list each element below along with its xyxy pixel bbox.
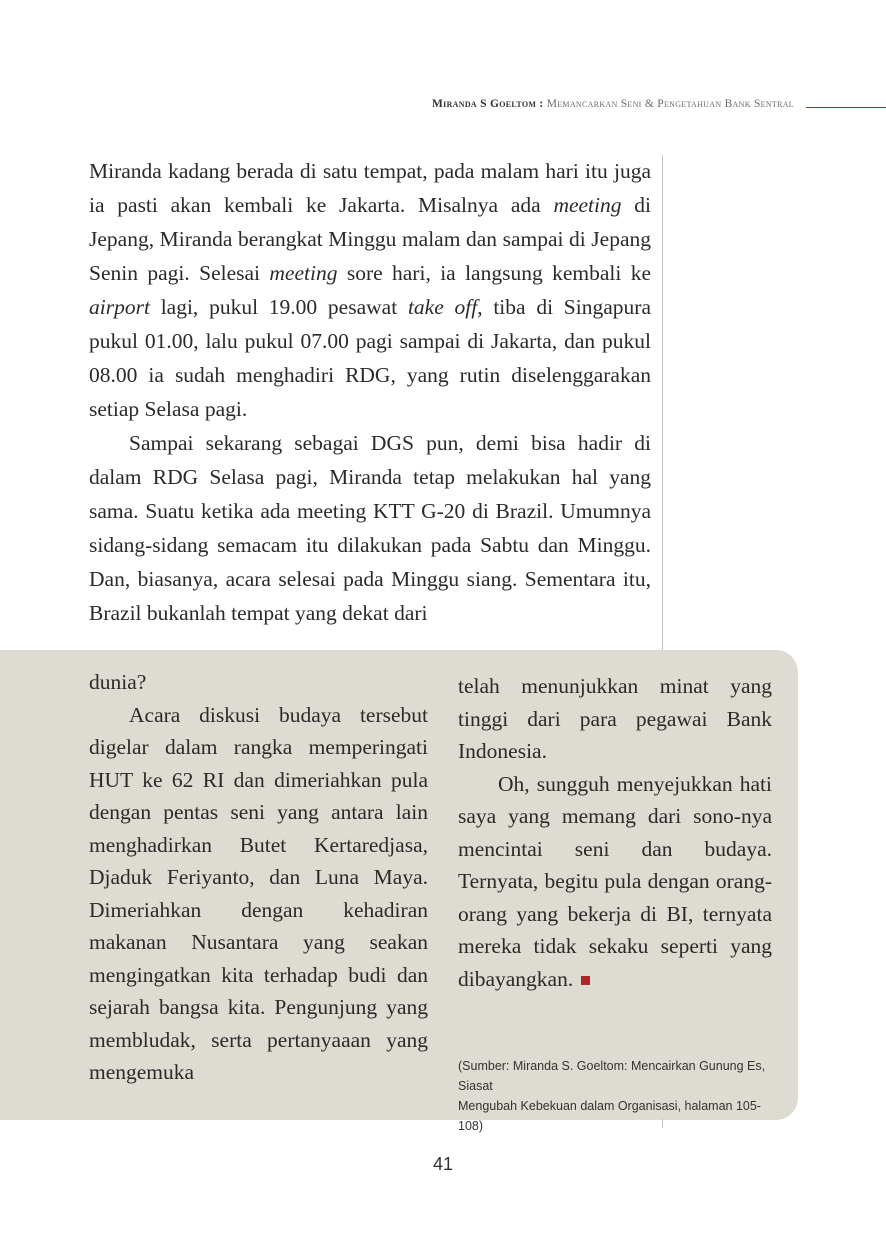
source-line-1: (Sumber: Miranda S. Goeltom: Mencairkan Gunung Es, Siasat	[458, 1059, 766, 1093]
italic-term: take off	[407, 295, 478, 319]
header-book-title: Memancarkan Seni & Pengetahuan Bank Sentral	[546, 98, 794, 110]
header-rule	[806, 107, 886, 108]
text-segment: Miranda kadang berada di satu tempat, pada malam hari itu juga ia pasti akan kembali ke Jakarta. Misalnya ada	[89, 159, 651, 217]
paragraph-2: Sampai sekarang sebagai DGS pun, demi bisa hadir di dalam RDG Selasa pagi, Miranda tetap melakukan hal yang sama. Suatu ketika ada meeting KTT G-20 di Brazil. Umumnya sidang-sidang semacam itu dilakukan pada Sabtu dan Minggu. Dan, biasanya, acara selesai pada Minggu siang. Sementara itu, Brazil bukanlah tempat yang dekat dari	[89, 431, 651, 625]
header-text	[432, 98, 794, 110]
box-right-column	[458, 670, 772, 995]
italic-term: meeting	[553, 193, 622, 217]
box-left-paragraph-1: dunia?	[89, 670, 147, 694]
italic-term: airport	[89, 295, 150, 319]
paragraph-1	[89, 154, 651, 426]
text-segment: di Jepang, Miranda berangkat Minggu malam dan sampai di Jepang Senin pagi. Selesai	[89, 193, 651, 285]
header-author: Miranda S Goeltom	[432, 98, 537, 110]
box-left-column	[89, 666, 428, 1089]
box-right-paragraph-2	[458, 768, 772, 996]
vertical-divider	[662, 155, 663, 652]
end-of-article-mark	[581, 976, 590, 985]
text-segment: , tiba di Singapura pukul 01.00, lalu pukul 07.00 pagi sampai di Jakarta, dan pukul 08.00 ia sudah menghadiri RDG, yang rutin diselenggarakan setiap Selasa pagi.	[89, 295, 651, 421]
running-header	[0, 96, 886, 120]
italic-term: meeting	[269, 261, 338, 285]
box-right-paragraph-2-text: Oh, sungguh menyejukkan hati saya yang memang dari sono-nya mencintai seni dan budaya. Ternyata, begitu pula dengan orang-orang yang bekerja di BI, ternyata mereka tidak sekaku seperti yang dibayangkan.	[458, 771, 772, 991]
page-number: 41	[432, 1154, 454, 1174]
source-line-2: Mengubah Kebekuan dalam Organisasi, halaman 105-108)	[458, 1099, 761, 1133]
main-body-text	[89, 154, 651, 630]
header-separator: :	[536, 98, 547, 110]
source-citation	[458, 1056, 778, 1136]
vertical-divider-bottom	[662, 1118, 663, 1128]
text-segment: sore hari, ia langsung kembali ke	[337, 261, 651, 285]
box-left-paragraph-2: Acara diskusi budaya tersebut digelar dalam rangka memperingati HUT ke 62 RI dan dimeriahkan pula dengan pentas seni yang antara lain menghadirkan Butet Kertaredjasa, Djaduk Feriyanto, dan Luna Maya. Dimeriahkan dengan kehadiran makanan Nusantara yang seakan mengingatkan kita terhadap budi dan sejarah bangsa kita. Pengunjung yang membludak, serta pertanyaaan yang mengemuka	[89, 702, 428, 1084]
text-segment: lagi, pukul 19.00 pesawat	[149, 295, 408, 319]
box-right-paragraph-1: telah menunjukkan minat yang tinggi dari para pegawai Bank Indonesia.	[458, 674, 772, 763]
